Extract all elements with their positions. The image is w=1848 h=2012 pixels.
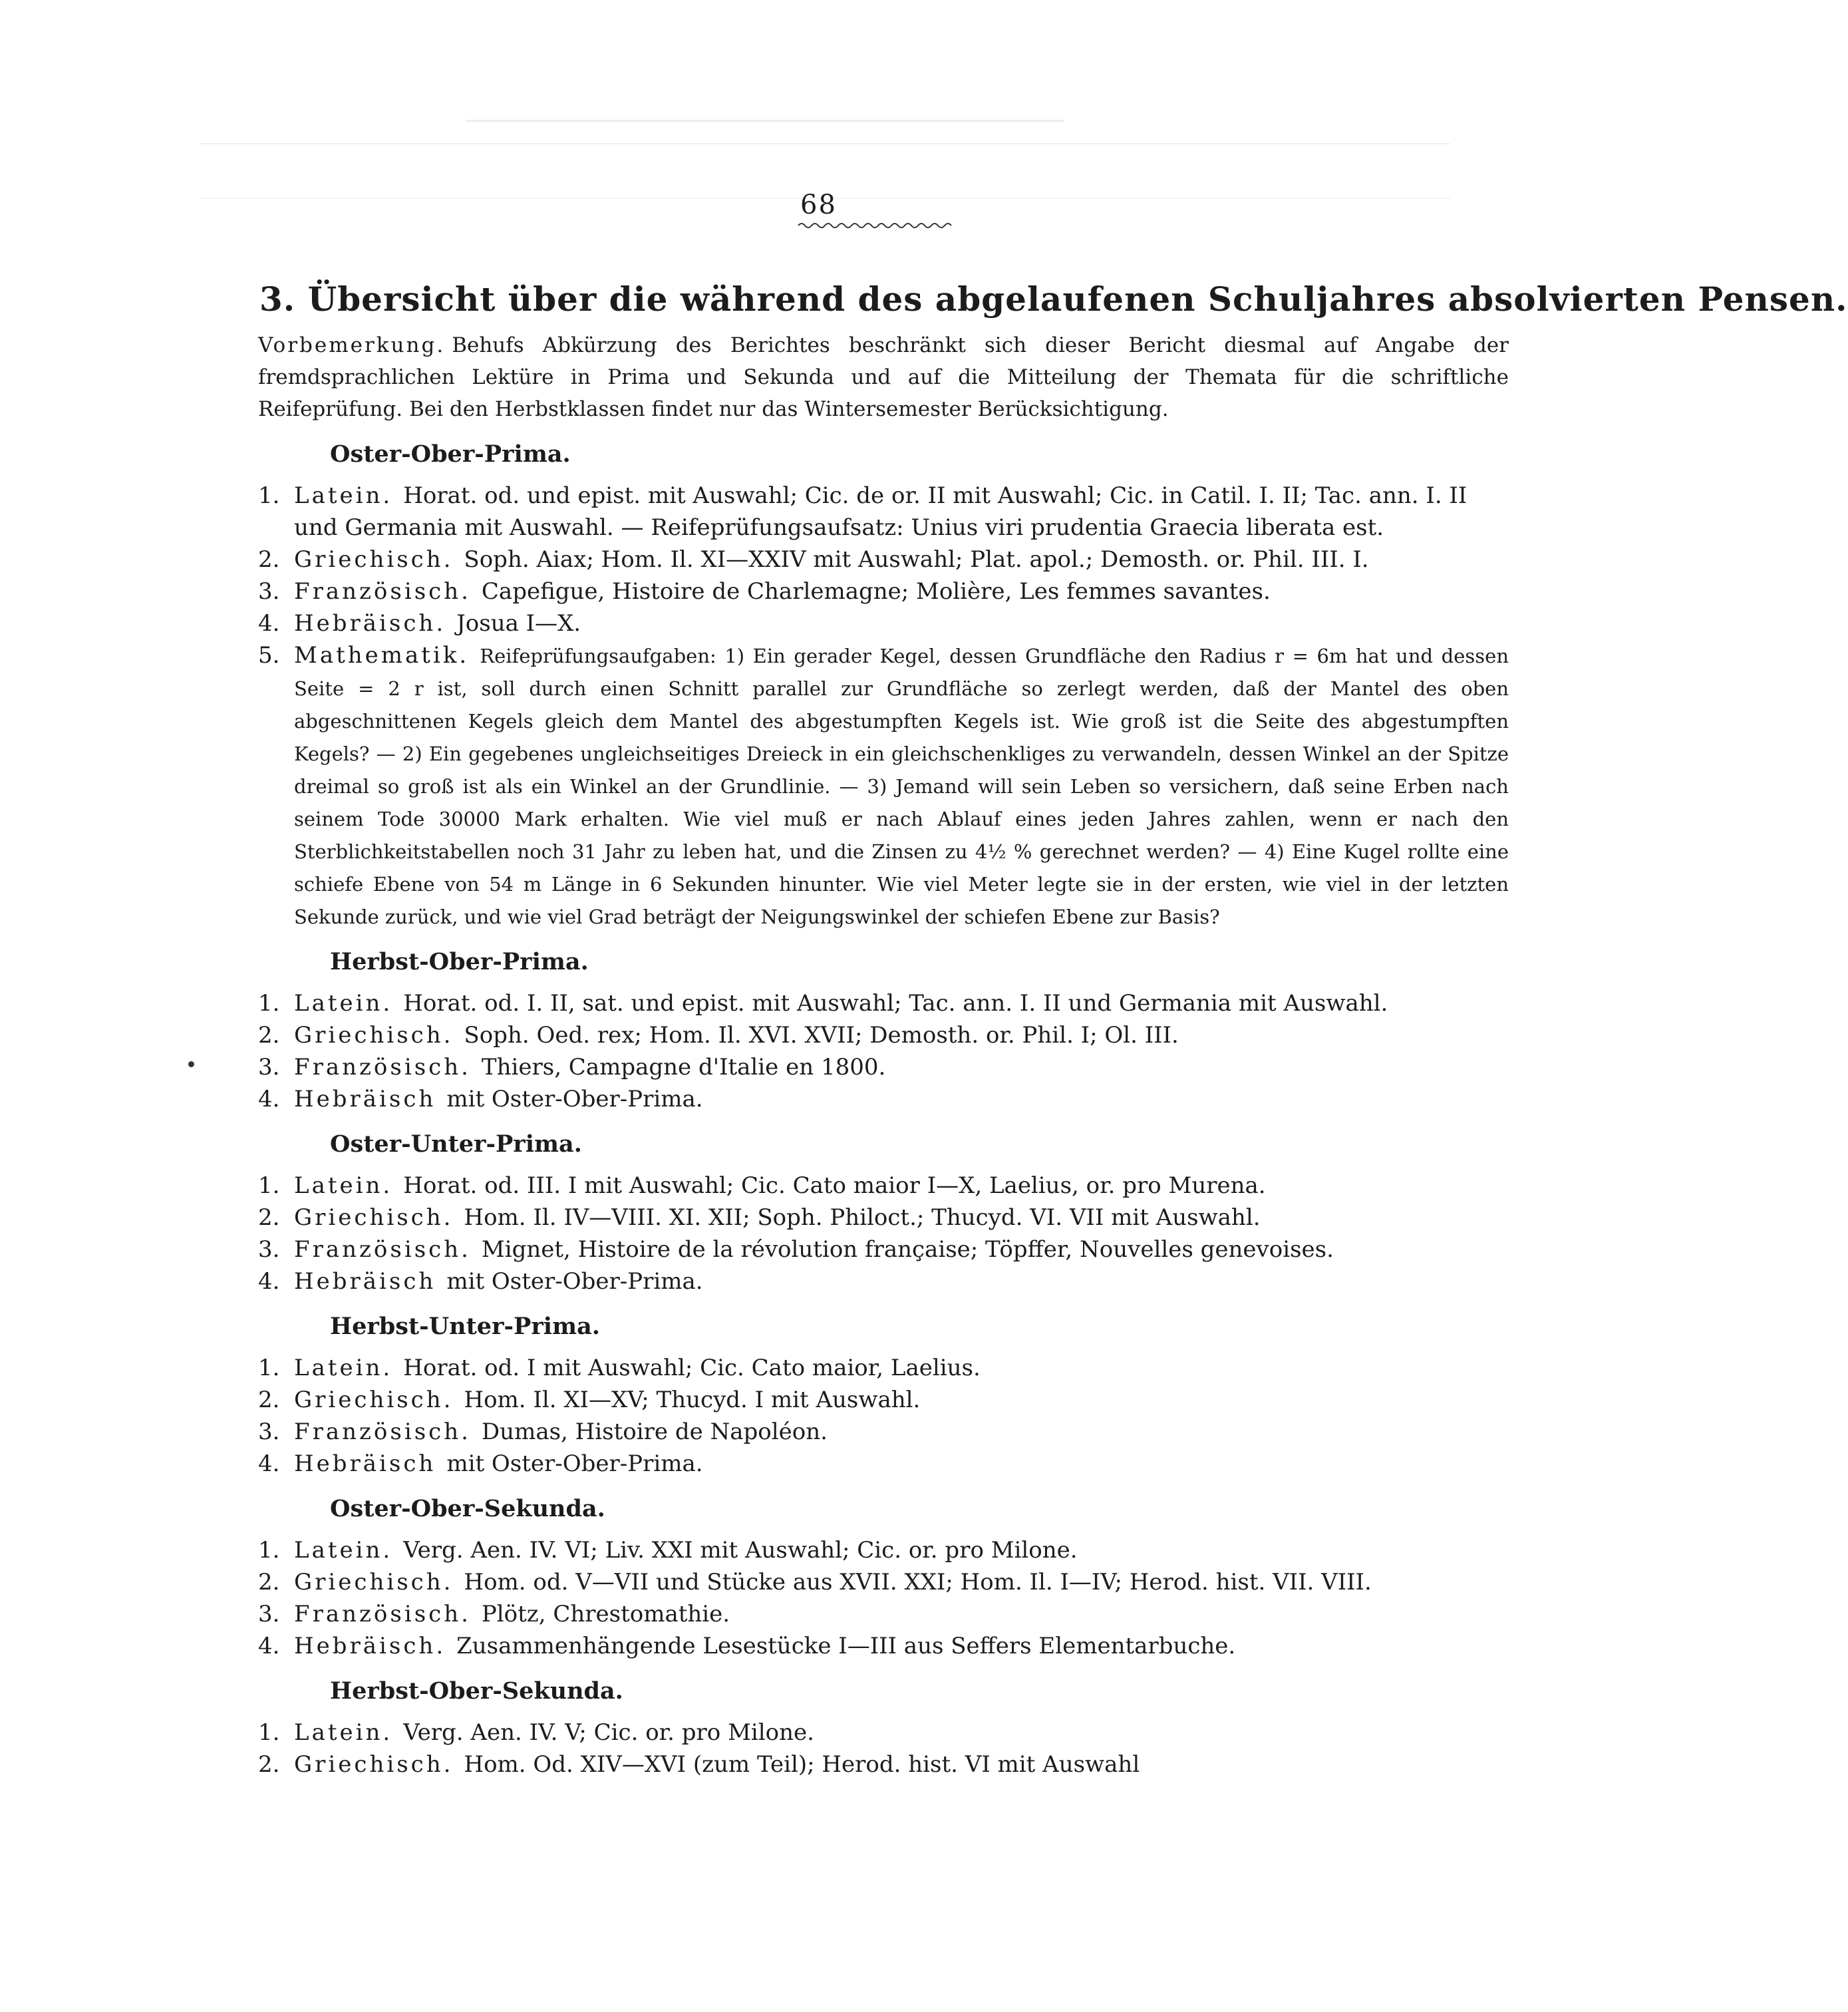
item-number: 3. <box>258 1054 280 1081</box>
item-text: Plötz, Chrestomathie. <box>481 1601 730 1627</box>
list-item <box>258 1202 1509 1234</box>
bleed-through-header <box>466 100 1064 122</box>
item-text: Verg. Aen. IV. VI; Liv. XXI mit Auswahl; Cic. or. pro Milone. <box>403 1537 1078 1564</box>
list-item <box>258 1630 1509 1662</box>
list-item <box>258 1019 1509 1051</box>
subject: Französisch. <box>294 578 471 605</box>
class-heading: Herbst-Ober-Sekunda. <box>330 1677 623 1705</box>
item-text: Reifeprüfungsaufgaben: 1) Ein gerader Kegel, dessen Grundfläche den Radius r = 6m hat und dessen Seite = 2 r ist, soll durch einen Schnitt parallel zur Grundfläche so zerlegt werden, daß der Mantel des oben abgeschnittenen Kegels gleich dem Mantel des abgestumpften Kegels ist. Wie groß ist die Seite des abgestumpften Kegels? — 2) Ein gegebenes ungleichseitiges Dreieck in ein gleichschenkliges zu verwandeln, dessen Winkel an der Spitze dreimal so groß ist als ein Winkel an der Grundlinie. — 3) Jemand will sein Leben so versichern, daß seine Erben nach seinem Tode 30000 Mark erhalten. Wie viel muß er nach Ablauf eines jeden Jahres zahlen, wenn er nach den Sterblichkeitstabellen noch 31 Jahr zu leben hat, und die Zinsen zu 4½ % gerechnet werden? — 4) Eine Kugel rollte eine schiefe Ebene von 54 m Länge in 6 Sekunden hinunter. Wie viel Meter legte sie in der ersten, wie viel in der letzten Sekunde zurück, und wie viel Grad beträgt der Neigungswinkel der schiefen Ebene zur Basis? <box>294 645 1509 928</box>
ink-dot <box>188 1061 194 1067</box>
item-text: Mignet, Histoire de la révolution française; Töpffer, Nouvelles genevoises. <box>481 1236 1334 1263</box>
list-item <box>258 1598 1509 1630</box>
item-number: 3. <box>258 1419 280 1445</box>
list-item <box>258 1416 1509 1448</box>
item-text: Thiers, Campagne d'Italie en 1800. <box>481 1054 886 1081</box>
subject: Latein. <box>294 1355 393 1381</box>
subject: Griechisch. <box>294 1204 454 1231</box>
subject: Französisch. <box>294 1419 471 1445</box>
item-text: mit Oster-Ober-Prima. <box>446 1450 703 1477</box>
subject: Griechisch. <box>294 1387 454 1413</box>
item-number: 2. <box>258 546 280 573</box>
item-number: 4. <box>258 1633 280 1659</box>
list-item <box>258 607 1509 639</box>
report-content <box>258 329 1509 1780</box>
preface <box>258 329 1509 425</box>
section-title: 3. Übersicht über die während des abgelaufenen Schuljahres absolvierten Pensen. <box>259 279 1848 319</box>
item-text: Horat. od. III. I mit Auswahl; Cic. Cato maior I—X, Laelius, or. pro Murena. <box>403 1172 1266 1199</box>
item-number: 4. <box>258 1086 280 1112</box>
item-number: 2. <box>258 1204 280 1231</box>
list-item <box>258 987 1509 1019</box>
item-text: Hom. Od. XIV—XVI (zum Teil); Herod. hist. VI mit Auswahl <box>464 1751 1140 1778</box>
subject: Griechisch. <box>294 1751 454 1778</box>
list-item <box>258 1566 1509 1598</box>
list-item <box>258 1234 1509 1265</box>
subject: Französisch. <box>294 1601 471 1627</box>
item-text: Capefigue, Histoire de Charlemagne; Molière, Les femmes savantes. <box>481 578 1271 605</box>
class-heading: Oster-Ober-Prima. <box>330 440 571 468</box>
subject: Hebräisch. <box>294 610 446 637</box>
item-text: Soph. Aiax; Hom. Il. XI—XXIV mit Auswahl; Plat. apol.; Demosth. or. Phil. III. I. <box>464 546 1369 573</box>
item-number: 4. <box>258 610 280 637</box>
list-item <box>258 639 1509 933</box>
subject: Griechisch. <box>294 1022 454 1049</box>
item-text: Horat. od. und epist. mit Auswahl; Cic. de or. II mit Auswahl; Cic. in Catil. I. II; Tac. ann. I. II und Germania mit Auswahl. — Reifeprüfungsaufsatz: Unius viri prudentia Graecia liberata est. <box>294 482 1467 541</box>
item-text: Josua I—X. <box>456 610 581 637</box>
list-item <box>258 1352 1509 1384</box>
class-heading: Herbst-Ober-Prima. <box>330 948 589 975</box>
item-number: 1. <box>258 1355 280 1381</box>
item-text: Verg. Aen. IV. V; Cic. or. pro Milone. <box>403 1719 814 1746</box>
item-number: 1. <box>258 1537 280 1564</box>
list-item <box>258 576 1509 607</box>
subject: Hebräisch <box>294 1450 436 1477</box>
class-heading: Oster-Unter-Prima. <box>330 1130 582 1158</box>
item-text: mit Oster-Ober-Prima. <box>446 1268 703 1295</box>
list-item <box>258 544 1509 576</box>
subject: Griechisch. <box>294 1569 454 1595</box>
subject: Französisch. <box>294 1236 471 1263</box>
list-item <box>258 1717 1509 1749</box>
wavy-rule-icon <box>798 222 951 230</box>
list-item <box>258 1083 1509 1115</box>
list-item <box>258 1448 1509 1480</box>
item-number: 3. <box>258 578 280 605</box>
item-number: 2. <box>258 1751 280 1778</box>
item-text: Horat. od. I mit Auswahl; Cic. Cato maior, Laelius. <box>403 1355 981 1381</box>
item-text: Zusammenhängende Lesestücke I—III aus Seffers Elementarbuche. <box>456 1633 1236 1659</box>
item-number: 5. <box>258 642 280 669</box>
item-text: Hom. od. V—VII und Stücke aus XVII. XXI; Hom. Il. I—IV; Herod. hist. VII. VIII. <box>464 1569 1372 1595</box>
item-number: 1. <box>258 482 280 509</box>
item-number: 4. <box>258 1450 280 1477</box>
page-number: 68 <box>800 190 837 220</box>
list-item <box>258 1749 1509 1780</box>
item-number: 2. <box>258 1387 280 1413</box>
subject: Latein. <box>294 990 393 1017</box>
list-item <box>258 1534 1509 1566</box>
item-text: Dumas, Histoire de Napoléon. <box>481 1419 828 1445</box>
subject: Latein. <box>294 1537 393 1564</box>
list-item <box>258 1051 1509 1083</box>
list-item <box>258 1384 1509 1416</box>
item-number: 1. <box>258 1719 280 1746</box>
subject: Latein. <box>294 482 393 509</box>
subject: Griechisch. <box>294 546 454 573</box>
item-number: 2. <box>258 1569 280 1595</box>
item-number: 1. <box>258 1172 280 1199</box>
item-number: 1. <box>258 990 280 1017</box>
item-text: Soph. Oed. rex; Hom. Il. XVI. XVII; Demosth. or. Phil. I; Ol. III. <box>464 1022 1179 1049</box>
subject: Hebräisch <box>294 1268 436 1295</box>
item-text: Horat. od. I. II, sat. und epist. mit Auswahl; Tac. ann. I. II und Germania mit Auswahl. <box>403 990 1388 1017</box>
subject: Französisch. <box>294 1054 471 1081</box>
preface-text: Behufs Abkürzung des Berichtes beschränkt sich dieser Bericht diesmal auf Angabe der fremdsprachlichen Lektüre in Prima und Sekunda und auf die Mitteilung der Themata für die schriftliche Reifeprüfung. Bei den Herbstklassen findet nur das Wintersemester Berücksichtigung. <box>258 333 1509 421</box>
item-text: mit Oster-Ober-Prima. <box>446 1086 703 1112</box>
subject: Latein. <box>294 1719 393 1746</box>
class-heading: Herbst-Unter-Prima. <box>330 1313 600 1340</box>
subject: Hebräisch <box>294 1086 436 1112</box>
item-number: 3. <box>258 1236 280 1263</box>
preface-label: Vorbemerkung. <box>258 333 446 357</box>
subject: Latein. <box>294 1172 393 1199</box>
list-item <box>258 1170 1509 1202</box>
item-number: 2. <box>258 1022 280 1049</box>
subject: Hebräisch. <box>294 1633 446 1659</box>
class-heading: Oster-Ober-Sekunda. <box>330 1495 605 1522</box>
item-text: Hom. Il. IV—VIII. XI. XII; Soph. Philoct.; Thucyd. VI. VII mit Auswahl. <box>464 1204 1261 1231</box>
item-text: Hom. Il. XI—XV; Thucyd. I mit Auswahl. <box>464 1387 921 1413</box>
item-number: 4. <box>258 1268 280 1295</box>
list-item <box>258 1265 1509 1297</box>
subject: Mathematik. <box>294 642 470 669</box>
item-number: 3. <box>258 1601 280 1627</box>
list-item <box>258 480 1509 544</box>
